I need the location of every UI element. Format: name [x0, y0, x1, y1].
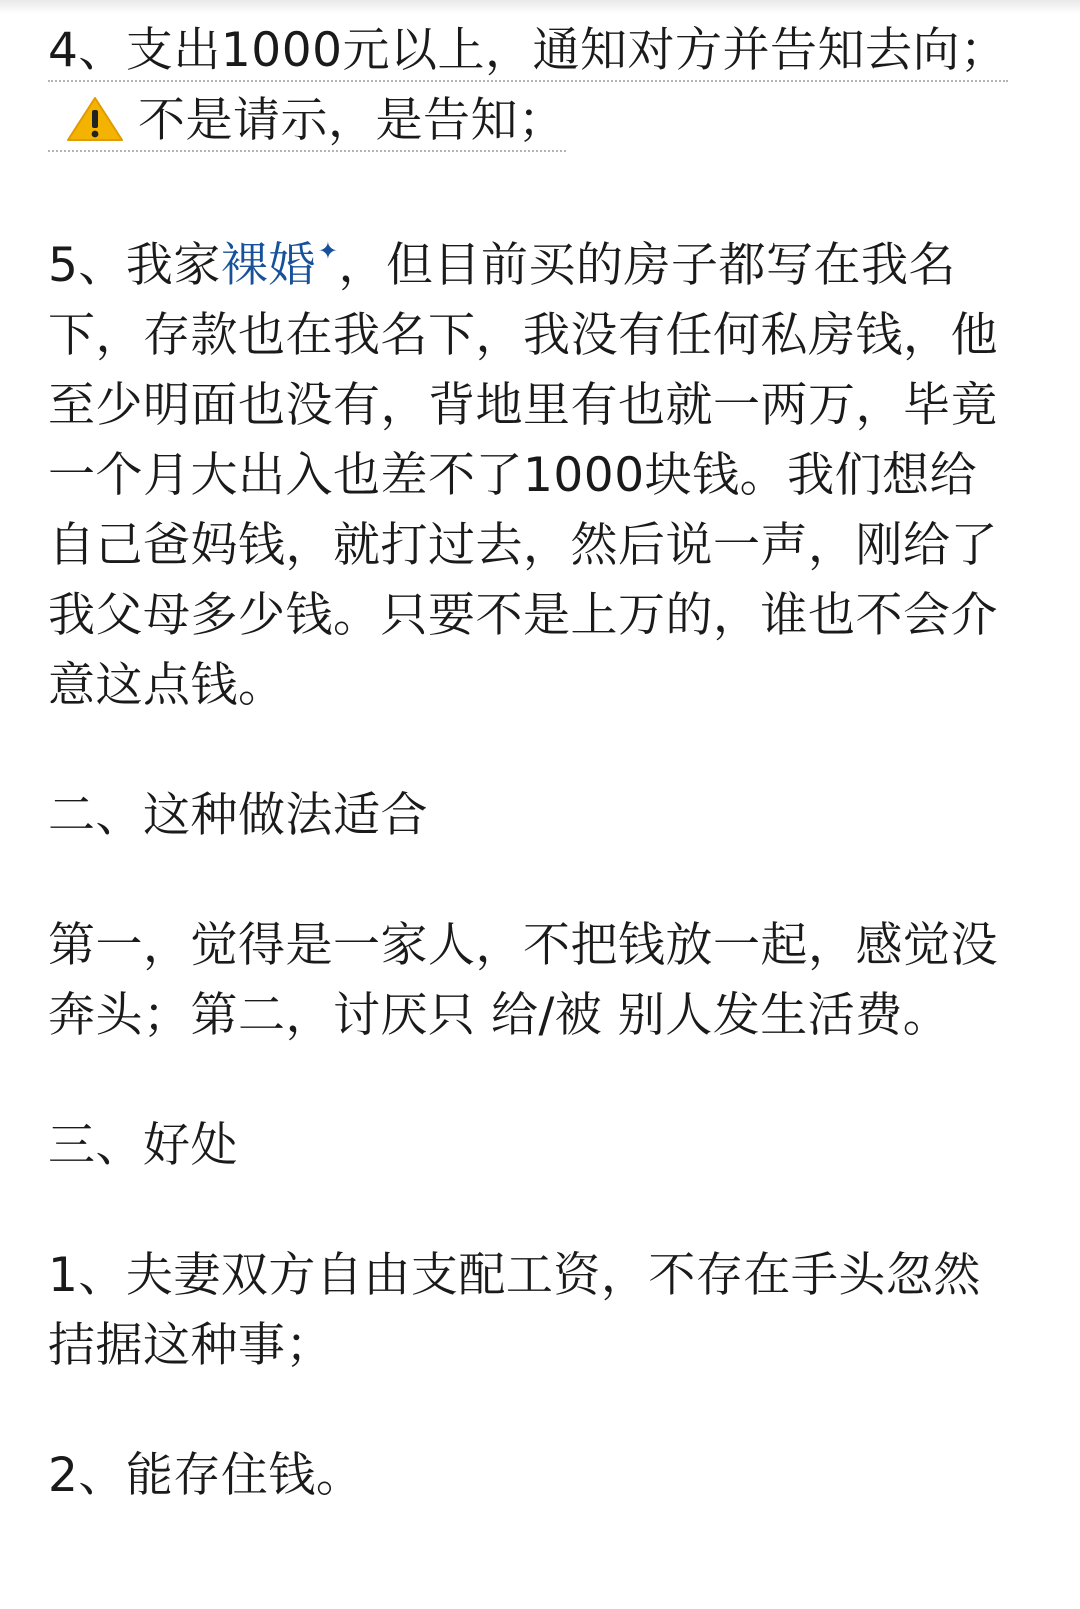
section-3-heading: 三、好处	[48, 1118, 238, 1173]
item-5-rest: ，但目前买的房子都写在我名下，存款也在我名下，我没有任何私房钱，他至少明面也没有，背地里有也就一两万，毕竟一个月大出入也差不了1000块钱。我们想给自己爸妈钱，就打过去，然后说一声，刚给了我父母多少钱。只要不是上万的，谁也不会介意这点钱。	[48, 238, 998, 713]
naked-marriage-link[interactable]: 裸婚	[220, 238, 316, 293]
item-4-text: 4、支出1000元以上，通知对方并告知去向；	[48, 23, 1008, 78]
top-shadow	[0, 0, 1080, 14]
item-4-highlight[interactable]	[48, 23, 1008, 152]
benefit-1: 1、夫妻双方自由支配工资，不存在手头忽然拮据这种事；	[48, 1248, 981, 1373]
answer-content	[48, 16, 1018, 1511]
benefit-2: 2、能存住钱。	[48, 1448, 364, 1503]
section-2-body: 第一，觉得是一家人，不把钱放一起，感觉没奔头；第二，讨厌只 给/被 别人发生活费。	[48, 918, 998, 1043]
sparkle-icon: ✦	[317, 237, 339, 265]
section-2-heading: 二、这种做法适合	[48, 788, 428, 843]
warning-icon	[66, 92, 124, 138]
item-4-paragraph	[48, 16, 1018, 156]
item-4-note: 不是请示，是告知；	[138, 93, 566, 148]
item-5-paragraph	[48, 216, 1018, 721]
item-5-prefix: 5、我家	[48, 238, 221, 293]
